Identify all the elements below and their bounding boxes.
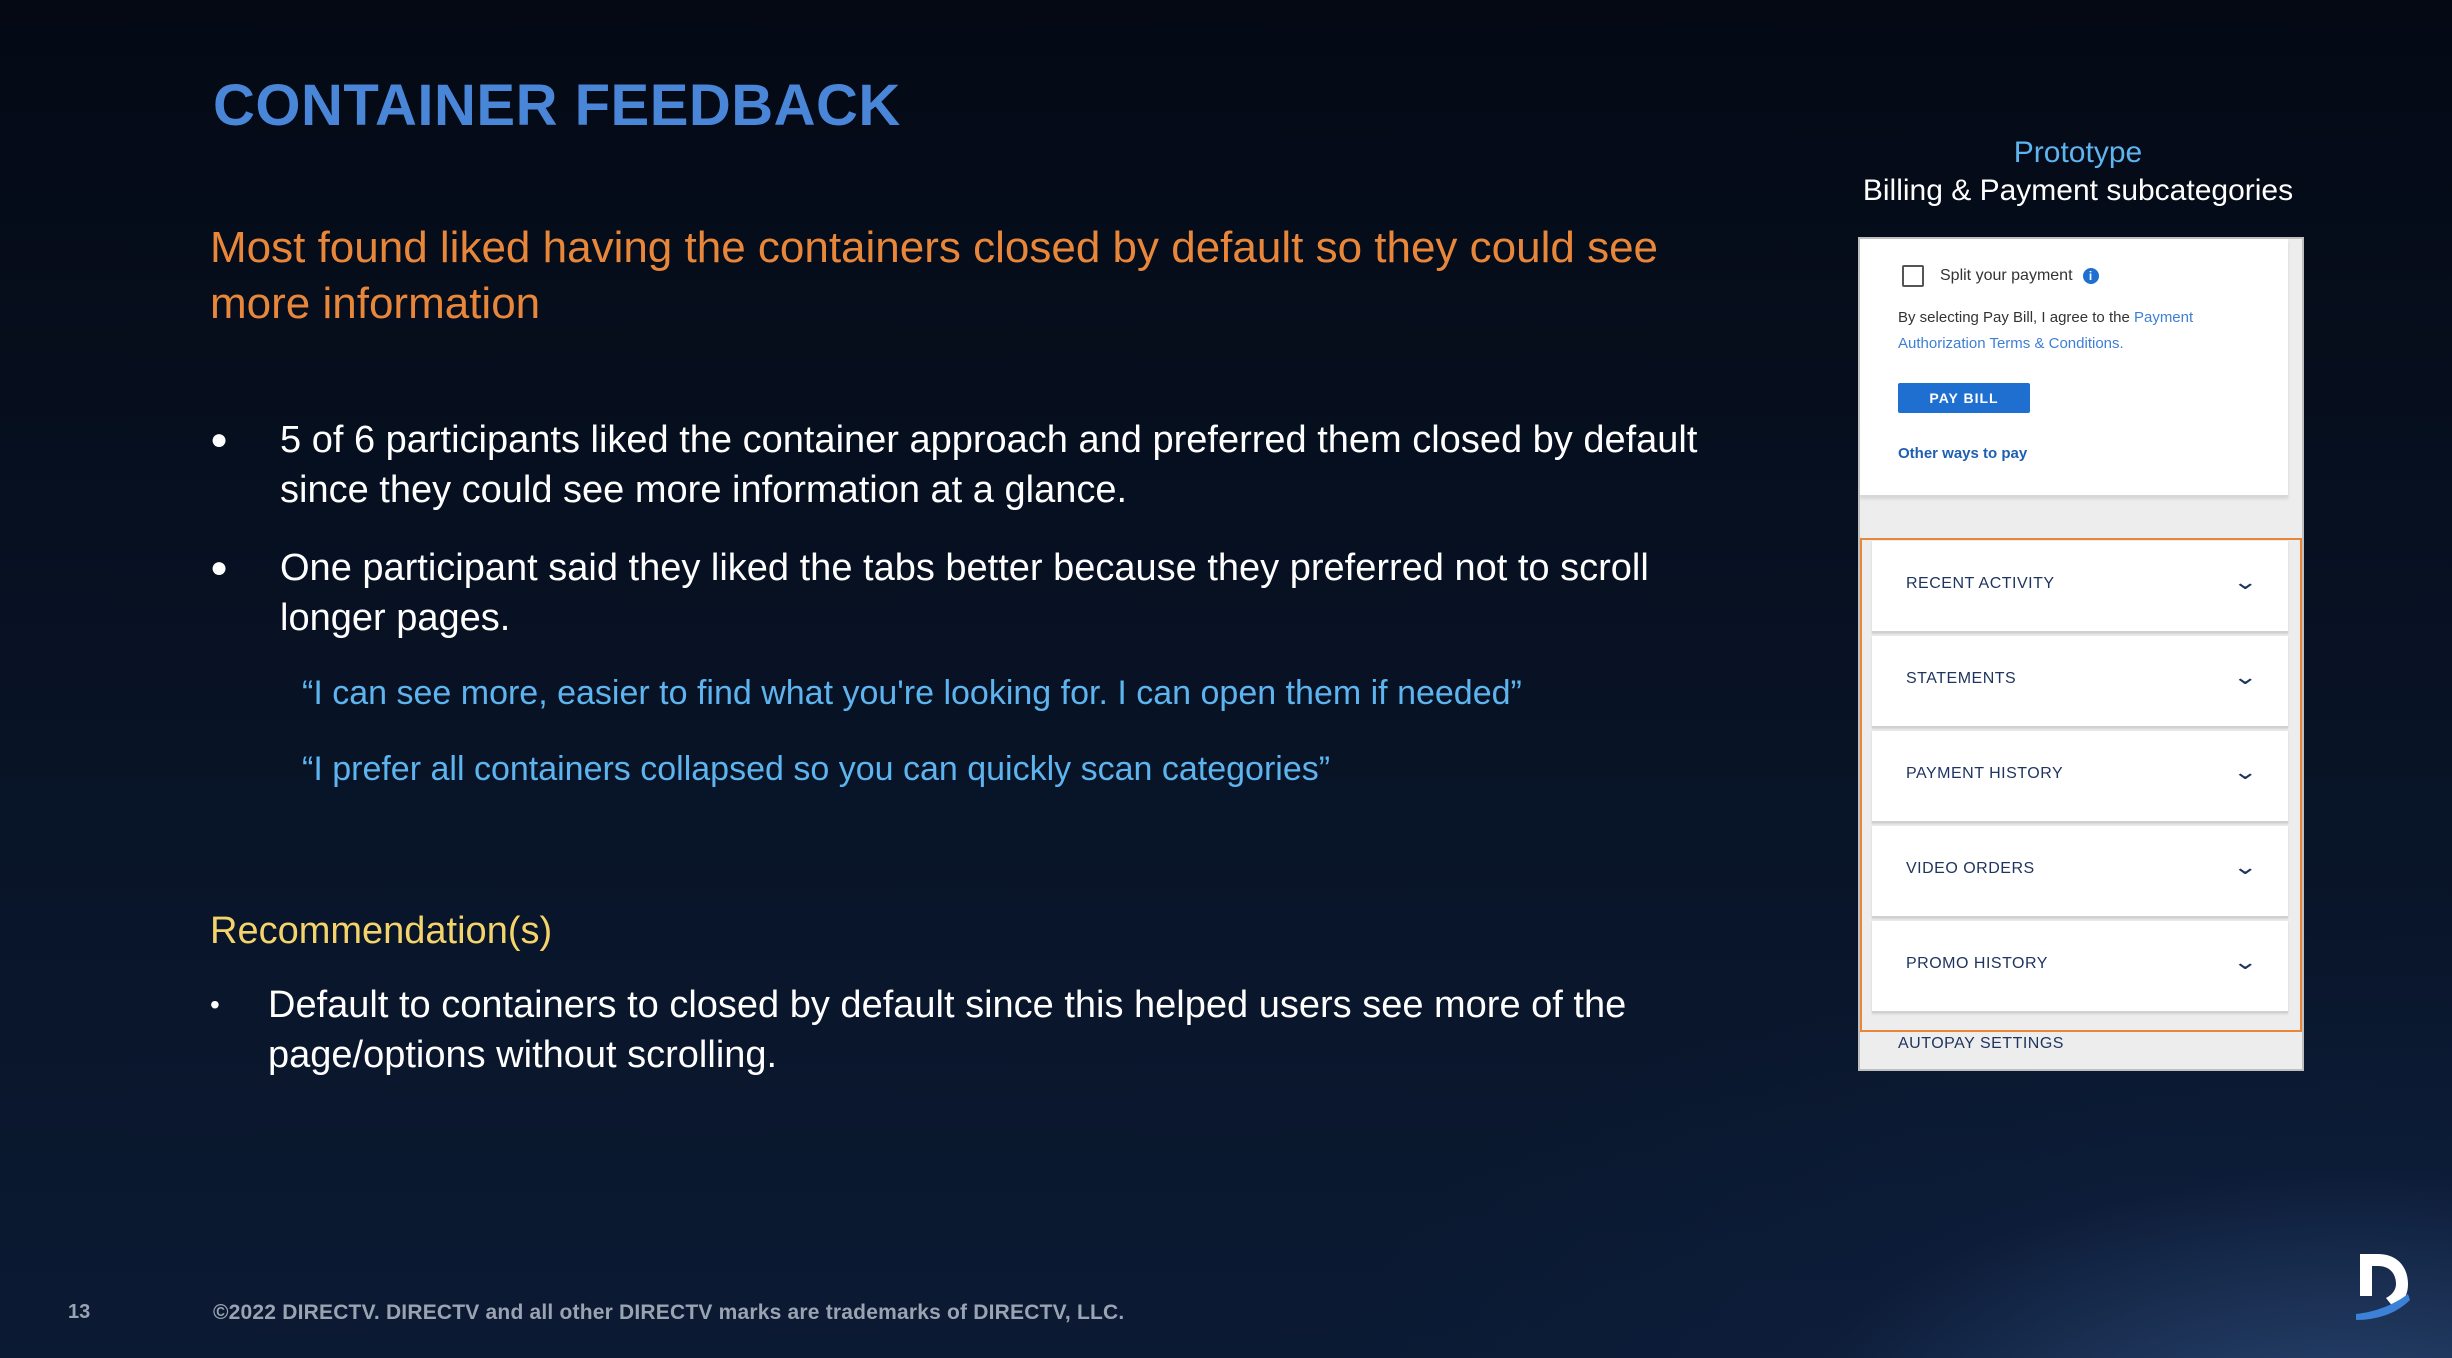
chevron-down-icon: ⌄: [2231, 759, 2258, 784]
bullet-icon: ●: [210, 551, 229, 584]
split-payment-row: [1902, 265, 2099, 287]
slide-title: CONTAINER FEEDBACK: [213, 73, 901, 138]
finding-text: 5 of 6 participants liked the container approach and preferred them closed by default since they could see more information at a glance.: [280, 419, 1698, 511]
other-ways-to-pay-link[interactable]: Other ways to pay: [1898, 445, 2028, 462]
page-number: 13: [68, 1301, 91, 1323]
pay-bill-button[interactable]: PAY BILL: [1898, 383, 2030, 413]
copyright-footer: ©2022 DIRECTV. DIRECTV and all other DIRECTV marks are trademarks of DIRECTV, LLC.: [213, 1301, 1125, 1324]
chevron-down-icon: ⌄: [2231, 664, 2258, 689]
payment-card: [1860, 239, 2288, 497]
chevron-down-icon: ⌄: [2231, 949, 2258, 974]
info-icon[interactable]: i: [2083, 268, 2099, 284]
autopay-settings-link[interactable]: AUTOPAY SETTINGS: [1898, 1035, 2064, 1052]
split-payment-label: Split your payment: [1940, 267, 2073, 284]
accordion-label: RECENT ACTIVITY: [1906, 575, 2055, 592]
participant-quote: “I prefer all containers collapsed so you can quickly scan categories”: [302, 750, 1331, 788]
accordion-highlight-box: [1860, 538, 2302, 1032]
accordion-label: VIDEO ORDERS: [1906, 860, 2035, 877]
terms-text: [1898, 305, 2258, 357]
finding-bullet: [210, 543, 1710, 643]
chevron-down-icon: ⌄: [2231, 569, 2258, 594]
participant-quotes: [210, 671, 1710, 791]
recommendation-text: Default to containers to closed by default since this helped users see more of the page/options without scrolling.: [268, 984, 1627, 1076]
accordion-label: PROMO HISTORY: [1906, 955, 2048, 972]
accordion-label: STATEMENTS: [1906, 670, 2017, 687]
accordion-label: PAYMENT HISTORY: [1906, 765, 2064, 782]
findings-list: [210, 415, 1710, 823]
slide-headline: Most found liked having the containers closed by default so they could see more information: [210, 223, 1659, 328]
chevron-down-icon: ⌄: [2231, 854, 2258, 879]
terms-link[interactable]: Payment Authorization Terms & Conditions.: [1898, 309, 2194, 352]
split-payment-checkbox[interactable]: [1902, 265, 1924, 287]
finding-bullet: [210, 415, 1710, 515]
recommendation-title: Recommendation(s): [210, 910, 553, 952]
finding-text: One participant said they liked the tabs better because they preferred not to scroll longer pages.: [280, 547, 1649, 639]
bullet-icon: ●: [210, 423, 229, 456]
recommendation-item: [210, 980, 1710, 1080]
prototype-subtitle: Billing & Payment subcategories: [1862, 174, 2294, 207]
prototype-label: Prototype: [2013, 136, 2143, 169]
terms-prefix: By selecting Pay Bill, I agree to the: [1898, 309, 2134, 326]
directv-logo-icon: [2352, 1250, 2412, 1322]
bullet-icon: •: [210, 989, 220, 1020]
participant-quote: “I can see more, easier to find what you're looking for. I can open them if needed”: [302, 674, 1522, 712]
